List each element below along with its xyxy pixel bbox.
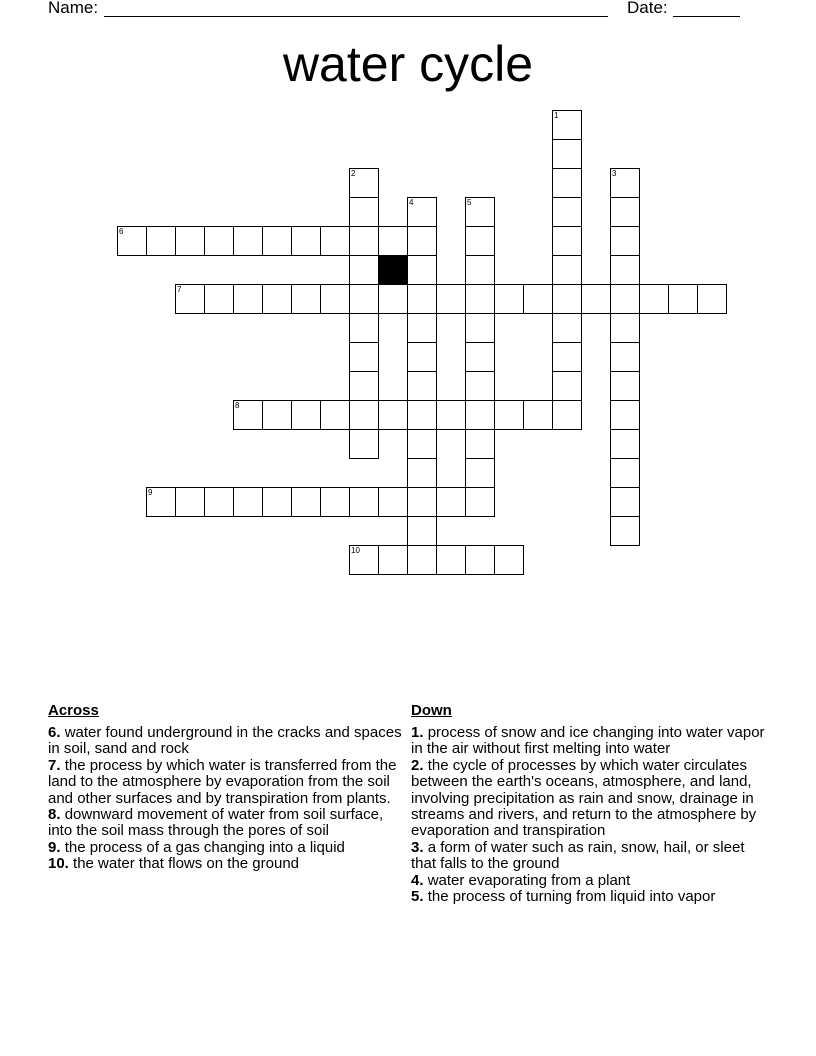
grid-cell[interactable] [378, 400, 408, 430]
grid-cell[interactable] [349, 284, 379, 314]
cell-number: 5 [467, 198, 472, 207]
grid-cell[interactable] [320, 284, 350, 314]
clue-text: the water that flows on the ground [73, 855, 300, 873]
grid-cell[interactable] [610, 168, 640, 198]
grid-cell[interactable] [552, 342, 582, 372]
clue-text: the process by which water is transferred from the land to the atmosphere by evaporation from the soil and other surfaces and by transpiration from plants. [48, 756, 397, 807]
clue-text: water found underground in the cracks and spaces in soil, sand and rock [48, 724, 402, 758]
grid-cell[interactable] [552, 313, 582, 343]
cell-number: 10 [351, 546, 360, 555]
clue-text: water evaporating from a plant [427, 871, 631, 889]
cell-number: 1 [554, 111, 559, 120]
grid-cell[interactable] [407, 487, 437, 517]
grid-cell[interactable] [610, 400, 640, 430]
grid-cell[interactable] [407, 429, 437, 459]
clue-text: process of snow and ice changing into water vapor in the air without first melting into water [411, 724, 765, 758]
grid-cell[interactable] [175, 284, 205, 314]
grid-cell[interactable] [494, 400, 524, 430]
grid-cell[interactable] [465, 487, 495, 517]
grid-cell[interactable] [349, 371, 379, 401]
cell-number: 6 [119, 227, 124, 236]
grid-cell[interactable] [552, 139, 582, 169]
grid-cell[interactable] [262, 487, 292, 517]
grid-cell[interactable] [349, 226, 379, 256]
cell-number: 8 [235, 401, 240, 410]
grid-cell[interactable] [204, 284, 234, 314]
grid-cell[interactable] [291, 487, 321, 517]
grid-cell[interactable] [233, 226, 263, 256]
grid-cell[interactable] [610, 487, 640, 517]
grid-cell[interactable] [291, 284, 321, 314]
grid-cell[interactable] [146, 487, 176, 517]
clue-number: 8. [48, 806, 61, 824]
cell-number: 4 [409, 198, 414, 207]
grid-cell[interactable] [349, 255, 379, 285]
grid-cell[interactable] [204, 226, 234, 256]
grid-cell[interactable] [610, 255, 640, 285]
grid-cell[interactable] [233, 487, 263, 517]
grid-cell[interactable] [465, 197, 495, 227]
grid-cell[interactable] [407, 255, 437, 285]
across-clue-9 [48, 840, 403, 856]
grid-cell[interactable] [581, 284, 611, 314]
grid-cell[interactable] [610, 458, 640, 488]
grid-cell[interactable] [291, 400, 321, 430]
down-clues [411, 701, 771, 905]
grid-cell[interactable] [610, 226, 640, 256]
date-field[interactable] [673, 16, 740, 17]
across-clue-8 [48, 807, 403, 840]
clue-number: 7. [48, 756, 61, 774]
cell-number: 7 [177, 285, 182, 294]
grid-cell[interactable] [610, 284, 640, 314]
grid-cell[interactable] [233, 284, 263, 314]
name-label: Name: [48, 0, 99, 17]
grid-cell[interactable] [465, 226, 495, 256]
grid-cell[interactable] [262, 400, 292, 430]
grid-cell[interactable] [552, 110, 582, 140]
grid-cell[interactable] [349, 429, 379, 459]
grid-cell[interactable] [407, 226, 437, 256]
grid-cell[interactable] [465, 400, 495, 430]
date-label: Date: [627, 0, 668, 17]
grid-cell[interactable] [668, 284, 698, 314]
grid-cell[interactable] [552, 197, 582, 227]
grid-cell[interactable] [407, 371, 437, 401]
clue-number: 10. [48, 855, 69, 873]
grid-cell[interactable] [436, 400, 466, 430]
across-clue-10 [48, 856, 403, 872]
clue-text: the process of turning from liquid into vapor [427, 888, 716, 906]
grid-cell[interactable] [262, 226, 292, 256]
grid-cell[interactable] [465, 429, 495, 459]
clue-text: the cycle of processes by which water circulates between the earth's oceans, atmosphere, and land, involving precipitation as rain and snow, drainage in streams and rivers, and return to the atmosphere by evaporation and transpiration [411, 756, 757, 840]
grid-cell[interactable] [291, 226, 321, 256]
grid-cell[interactable] [523, 400, 553, 430]
grid-cell[interactable] [465, 458, 495, 488]
grid-cell[interactable] [320, 400, 350, 430]
grid-cell[interactable] [349, 197, 379, 227]
grid-cell[interactable] [349, 342, 379, 372]
grid-cell[interactable] [610, 313, 640, 343]
cell-number: 9 [148, 488, 153, 497]
cell-number: 3 [612, 169, 617, 178]
grid-cell[interactable] [204, 487, 234, 517]
grid-cell[interactable] [494, 284, 524, 314]
grid-cell[interactable] [465, 284, 495, 314]
grid-cell[interactable] [465, 371, 495, 401]
grid-cell[interactable] [175, 226, 205, 256]
grid-cell[interactable] [349, 313, 379, 343]
grid-cell[interactable] [523, 284, 553, 314]
grid-cell[interactable] [378, 487, 408, 517]
grid-cell[interactable] [407, 197, 437, 227]
grid-cell[interactable] [320, 226, 350, 256]
clue-number: 2. [411, 756, 424, 774]
grid-cell[interactable] [349, 487, 379, 517]
grid-cell[interactable] [552, 284, 582, 314]
down-clue-2 [411, 758, 771, 840]
grid-cell[interactable] [697, 284, 727, 314]
clue-number: 9. [48, 838, 61, 856]
grid-cell[interactable] [146, 226, 176, 256]
down-clue-1 [411, 725, 771, 758]
across-clue-7 [48, 758, 403, 807]
grid-cell[interactable] [436, 487, 466, 517]
grid-cell[interactable] [610, 429, 640, 459]
name-field[interactable] [104, 16, 608, 17]
grid-cell[interactable] [552, 226, 582, 256]
grid-cell[interactable] [407, 516, 437, 546]
down-clue-3 [411, 840, 771, 873]
grid-cell[interactable] [407, 284, 437, 314]
grid-cell[interactable] [639, 284, 669, 314]
grid-cell[interactable] [407, 400, 437, 430]
across-clue-6 [48, 725, 403, 758]
grid-cell[interactable] [349, 545, 379, 575]
grid-cell[interactable] [378, 226, 408, 256]
clue-text: downward movement of water from soil surface, into the soil mass through the pores of soil [48, 806, 384, 840]
clue-number: 4. [411, 871, 424, 889]
grid-cell[interactable] [233, 400, 263, 430]
clue-number: 6. [48, 724, 61, 741]
down-clue-5 [411, 889, 771, 905]
grid-cell[interactable] [407, 342, 437, 372]
clue-text: a form of water such as rain, snow, hail, or sleet that falls to the ground [411, 838, 745, 873]
grid-cell[interactable] [610, 371, 640, 401]
grid-cell[interactable] [552, 255, 582, 285]
grid-cell[interactable] [436, 545, 466, 575]
grid-cell[interactable] [262, 284, 292, 314]
grid-cell[interactable] [407, 458, 437, 488]
grid-cell[interactable] [349, 400, 379, 430]
grid-cell[interactable] [552, 400, 582, 430]
clue-number: 3. [411, 838, 424, 856]
across-heading: Across [48, 702, 99, 719]
grid-cell[interactable] [552, 168, 582, 198]
grid-cell[interactable] [436, 284, 466, 314]
grid-cell[interactable] [378, 545, 408, 575]
grid-cell[interactable] [610, 197, 640, 227]
grid-cell[interactable] [610, 516, 640, 546]
grid-cell[interactable] [407, 313, 437, 343]
grid-cell[interactable] [465, 255, 495, 285]
down-heading: Down [411, 702, 452, 719]
clue-number: 5. [411, 888, 424, 906]
clue-text: the process of a gas changing into a liquid [64, 838, 345, 856]
down-clue-4 [411, 873, 771, 889]
grid-cell[interactable] [610, 342, 640, 372]
grid-cell[interactable] [407, 545, 437, 575]
page-title: water cycle [282, 36, 534, 92]
grid-cell[interactable] [378, 284, 408, 314]
clue-number: 1. [411, 724, 424, 741]
crossword-grid [117, 110, 700, 555]
cell-number: 2 [351, 169, 356, 178]
across-clues [48, 701, 403, 873]
grid-cell[interactable] [349, 168, 379, 198]
grid-cell[interactable] [465, 313, 495, 343]
grid-cell[interactable] [117, 226, 147, 256]
grid-cell[interactable] [465, 545, 495, 575]
grid-cell[interactable] [320, 487, 350, 517]
grid-cell[interactable] [494, 545, 524, 575]
grid-cell[interactable] [175, 487, 205, 517]
grid-cell[interactable] [552, 371, 582, 401]
grid-cell[interactable] [465, 342, 495, 372]
black-square [378, 255, 408, 285]
